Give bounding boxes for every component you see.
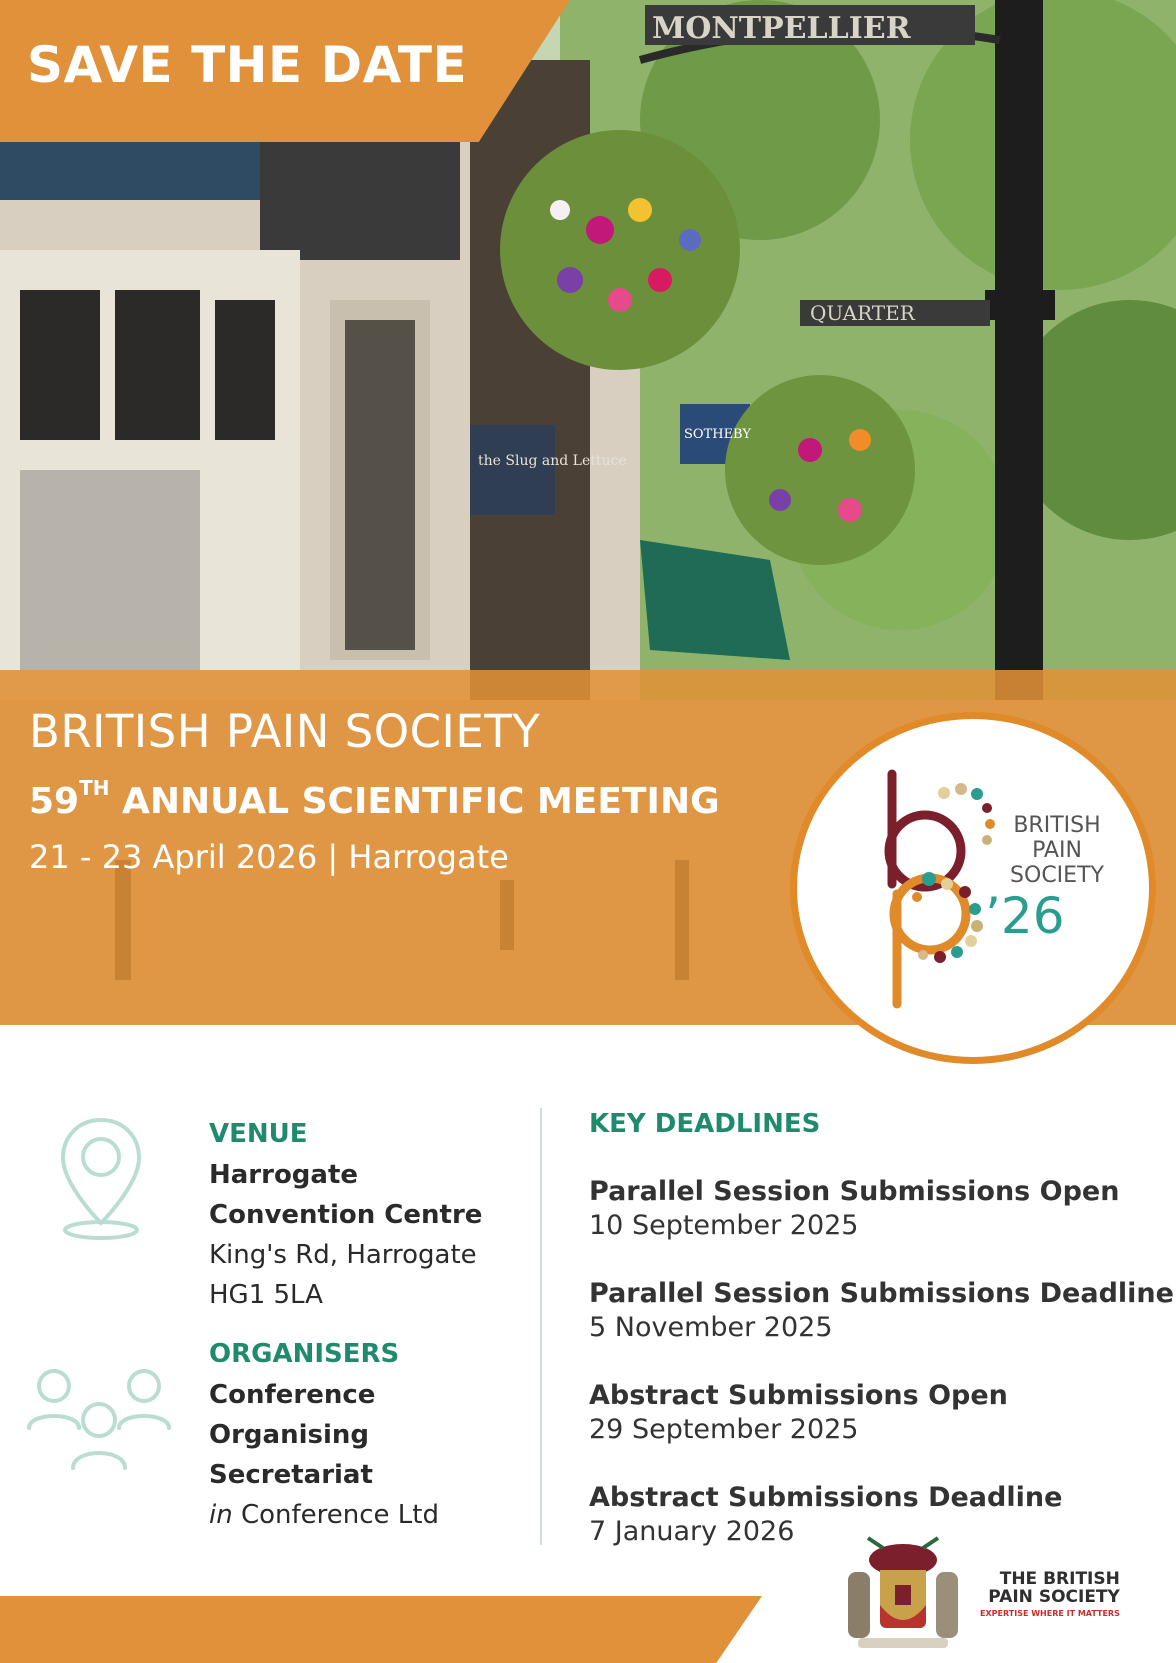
organisers-line1: Conference [209, 1380, 376, 1410]
column-divider [540, 1108, 542, 1545]
coat-of-arms-icon [838, 1530, 968, 1658]
meeting-suffix: TH [79, 776, 110, 800]
organisers-line3: Secretariat [209, 1460, 373, 1490]
organisers-company [209, 1495, 439, 1535]
shop-sign-2-text: SOTHEBY [684, 427, 751, 442]
footer-orange-bar [0, 1596, 762, 1663]
organisers-line2: Organising [209, 1420, 370, 1450]
venue-name-line1: Harrogate [209, 1160, 359, 1190]
deadlines-label: KEY DEADLINES [589, 1109, 821, 1139]
logo-society-name [997, 813, 1117, 888]
organisers-details [209, 1375, 439, 1535]
event-date-location: 21 - 23 April 2026 | Harrogate [29, 838, 509, 876]
organisation-title: BRITISH PAIN SOCIETY [29, 705, 541, 758]
deadline-item [589, 1481, 1062, 1549]
deadline-date: 5 November 2025 [589, 1312, 833, 1343]
logo-line3: SOCIETY [1010, 863, 1104, 888]
bps-wordmark-line1: THE BRITISH [999, 1569, 1120, 1589]
street-sign-text: MONTPELLIER [652, 11, 911, 46]
logo-line1: BRITISH [1013, 813, 1101, 838]
logo-year: ’26 [985, 887, 1065, 945]
organisers-company-rest: Conference Ltd [232, 1500, 439, 1530]
deadline-date: 29 September 2025 [589, 1414, 859, 1445]
meeting-number: 59 [29, 781, 80, 822]
organisers-label: ORGANISERS [209, 1339, 400, 1369]
deadline-title: Abstract Submissions Open [589, 1380, 1008, 1411]
bp-monogram-icon [797, 719, 1149, 1057]
meeting-title [29, 776, 720, 822]
save-the-date-heading: SAVE THE DATE [27, 36, 468, 94]
venue-details [209, 1155, 482, 1315]
deadline-item [589, 1175, 1119, 1243]
meeting-name: ANNUAL SCIENTIFIC MEETING [122, 781, 720, 822]
people-group-icon [27, 1368, 177, 1474]
deadline-date: 7 January 2026 [589, 1516, 795, 1547]
venue-address-line1: King's Rd, Harrogate [209, 1240, 477, 1270]
deadline-title: Parallel Session Submissions Open [589, 1176, 1120, 1207]
logo-line2: PAIN [1032, 838, 1082, 863]
deadline-item [589, 1277, 1174, 1345]
venue-label: VENUE [209, 1119, 308, 1149]
bps-wordmark-line2: PAIN SOCIETY [988, 1587, 1120, 1607]
bps-wordmark [980, 1570, 1120, 1618]
bps-tagline: EXPERTISE WHERE IT MATTERS [980, 1609, 1120, 1618]
organisers-company-prefix: in [209, 1500, 233, 1530]
deadline-date: 10 September 2025 [589, 1210, 859, 1241]
bps26-logo [790, 712, 1156, 1064]
shop-sign-text: the Slug and Lettuce [478, 453, 627, 469]
deadline-title: Abstract Submissions Deadline [589, 1482, 1063, 1513]
venue-name-line2: Convention Centre [209, 1200, 483, 1230]
deadline-title: Parallel Session Submissions Deadline [589, 1278, 1174, 1309]
location-pin-icon [58, 1115, 144, 1245]
quarter-sign-text: QUARTER [810, 301, 915, 325]
venue-address-line2: HG1 5LA [209, 1280, 323, 1310]
deadline-item [589, 1379, 1008, 1447]
